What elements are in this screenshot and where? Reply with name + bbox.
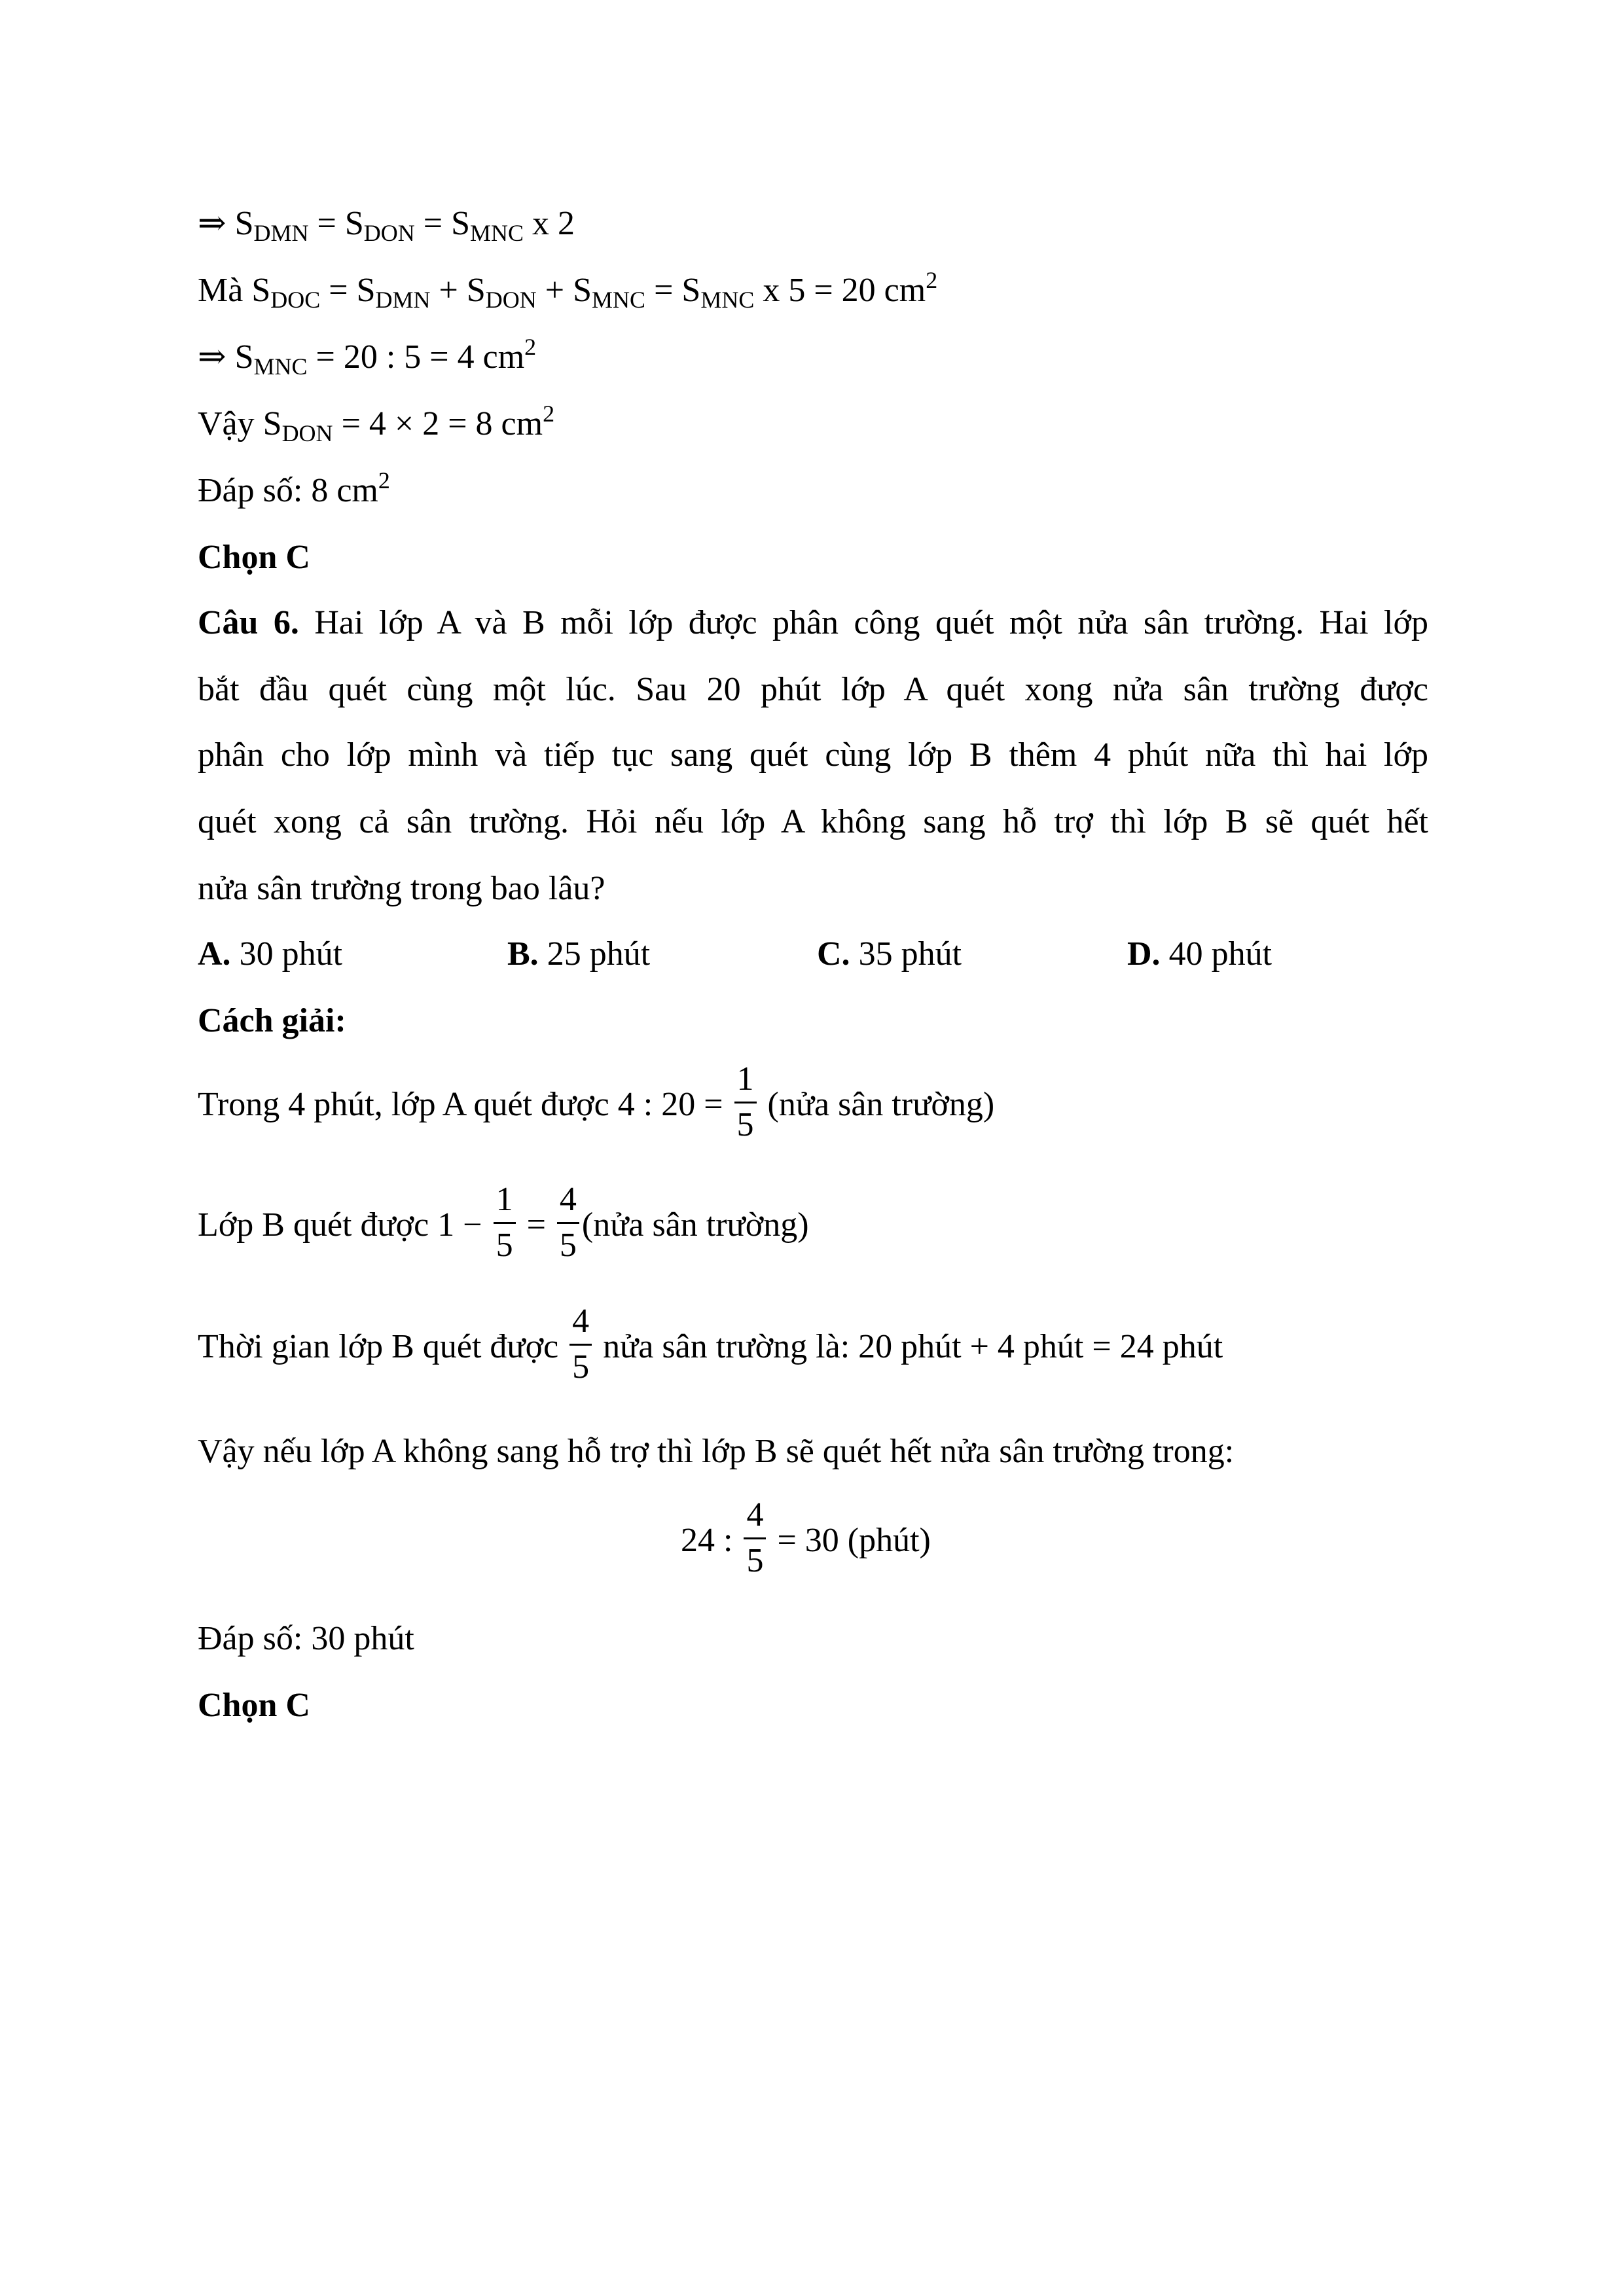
fraction — [569, 1304, 592, 1385]
option-letter: A. — [198, 935, 231, 973]
subscript: MNC — [470, 220, 524, 246]
subscript: DOC — [270, 287, 321, 313]
implies-symbol: ⇒ — [198, 205, 226, 242]
subscript: MNC — [592, 287, 646, 313]
text-segment: Mà S — [198, 272, 271, 309]
superscript: 2 — [926, 267, 938, 293]
text-segment: Vậy S — [198, 405, 282, 442]
option-b — [507, 937, 650, 971]
text-segment: + S — [430, 272, 486, 309]
text-segment: Thời gian lớp B quét được — [198, 1328, 568, 1366]
fraction-numerator: 4 — [569, 1304, 592, 1346]
option-text: 30 phút — [230, 935, 343, 973]
text-segment: S — [234, 205, 254, 242]
choice-line-q5: Chọn C — [198, 539, 310, 576]
answer-line-q5 — [198, 467, 390, 509]
equation-line-3 — [198, 334, 537, 380]
question-line-2: bắt đầu quét cùng một lúc. Sau 20 phút lớp A quét xong nửa sân trường được — [198, 671, 1428, 708]
text-segment: 24 : — [681, 1522, 742, 1560]
option-c — [817, 937, 962, 971]
text-segment: = 30 (phút) — [768, 1522, 931, 1560]
question-label: Câu 6. — [198, 604, 299, 641]
question-line-1 — [198, 606, 1428, 640]
subscript: DMN — [253, 220, 309, 246]
text-segment: nửa sân trường là: 20 phút + 4 phút = 24 phút — [594, 1328, 1223, 1366]
text-segment: = 20 : 5 = 4 cm — [307, 338, 525, 376]
fraction-numerator: 4 — [557, 1182, 579, 1224]
subscript: DON — [363, 220, 415, 246]
text-segment: x 5 = 20 cm — [754, 272, 926, 309]
fraction — [494, 1182, 516, 1263]
text-segment: (nửa sân trường) — [759, 1086, 995, 1124]
option-d — [1127, 937, 1272, 971]
answer-line-q6: Đáp số: 30 phút — [198, 1620, 414, 1657]
text-segment: = S — [308, 205, 364, 242]
equation-line-2 — [198, 267, 938, 313]
solution-line-5 — [681, 1496, 931, 1584]
option-text: 35 phút — [850, 935, 962, 973]
fraction-denominator: 5 — [496, 1226, 513, 1264]
text-segment: = S — [414, 205, 471, 242]
fraction-denominator: 5 — [559, 1226, 577, 1264]
question-line-3: phân cho lớp mình và tiếp tục sang quét cùng lớp B thêm 4 phút nữa thì hai lớp — [198, 736, 1428, 774]
fraction-numerator: 1 — [494, 1182, 516, 1224]
text-segment: = S — [645, 272, 701, 309]
text-segment: x 2 — [524, 205, 575, 242]
subscript: DON — [281, 420, 333, 446]
implies-symbol: ⇒ — [198, 338, 226, 376]
subscript: DMN — [375, 287, 431, 313]
subscript: MNC — [700, 287, 755, 313]
option-letter: B. — [507, 935, 539, 973]
choice-line-q6: Chọn C — [198, 1687, 310, 1724]
superscript: 2 — [378, 467, 390, 493]
solution-line-1 — [198, 1060, 995, 1148]
subscript: DON — [485, 287, 537, 313]
option-text: 40 phút — [1160, 935, 1272, 973]
fraction — [744, 1498, 766, 1579]
superscript: 2 — [524, 334, 537, 360]
text-segment: S — [226, 338, 254, 376]
option-a — [198, 937, 342, 971]
fraction — [557, 1182, 579, 1263]
fraction-denominator: 5 — [746, 1541, 764, 1579]
text-segment: Trong 4 phút, lớp A quét được 4 : 20 = — [198, 1086, 732, 1124]
solution-line-4: Vậy nếu lớp A không sang hỗ trợ thì lớp B sẽ quét hết nửa sân trường trong: — [198, 1433, 1235, 1470]
fraction-numerator: 4 — [744, 1498, 766, 1539]
text-segment: (nửa sân trường) — [581, 1206, 809, 1244]
fraction — [734, 1062, 757, 1143]
text-segment: Đáp số: 8 cm — [198, 472, 378, 509]
text-segment: + S — [536, 272, 592, 309]
text-segment: Hai lớp A và B mỗi lớp được phân công quét một nửa sân trường. Hai lớp — [314, 604, 1429, 641]
equation-line-1 — [198, 205, 575, 246]
superscript: 2 — [543, 401, 555, 427]
equation-line-4 — [198, 401, 555, 446]
fraction-numerator: 1 — [734, 1062, 757, 1103]
question-line-4: quét xong cả sân trường. Hỏi nếu lớp A không sang hỗ trợ thì lớp B sẽ quét hết — [198, 803, 1428, 840]
solution-line-3 — [198, 1302, 1223, 1390]
text-segment: = 4 × 2 = 8 cm — [333, 405, 543, 442]
question-line-5: nửa sân trường trong bao lâu? — [198, 870, 605, 907]
solution-heading: Cách giải: — [198, 1002, 346, 1039]
option-letter: D. — [1127, 935, 1161, 973]
option-letter: C. — [817, 935, 850, 973]
text-segment: = — [518, 1206, 554, 1244]
text-segment: = S — [320, 272, 376, 309]
solution-line-2 — [198, 1181, 809, 1268]
fraction-denominator: 5 — [736, 1105, 754, 1143]
fraction-denominator: 5 — [572, 1348, 590, 1386]
option-text: 25 phút — [538, 935, 651, 973]
text-segment: Lớp B quét được 1 − — [198, 1206, 491, 1244]
subscript: MNC — [253, 353, 308, 380]
